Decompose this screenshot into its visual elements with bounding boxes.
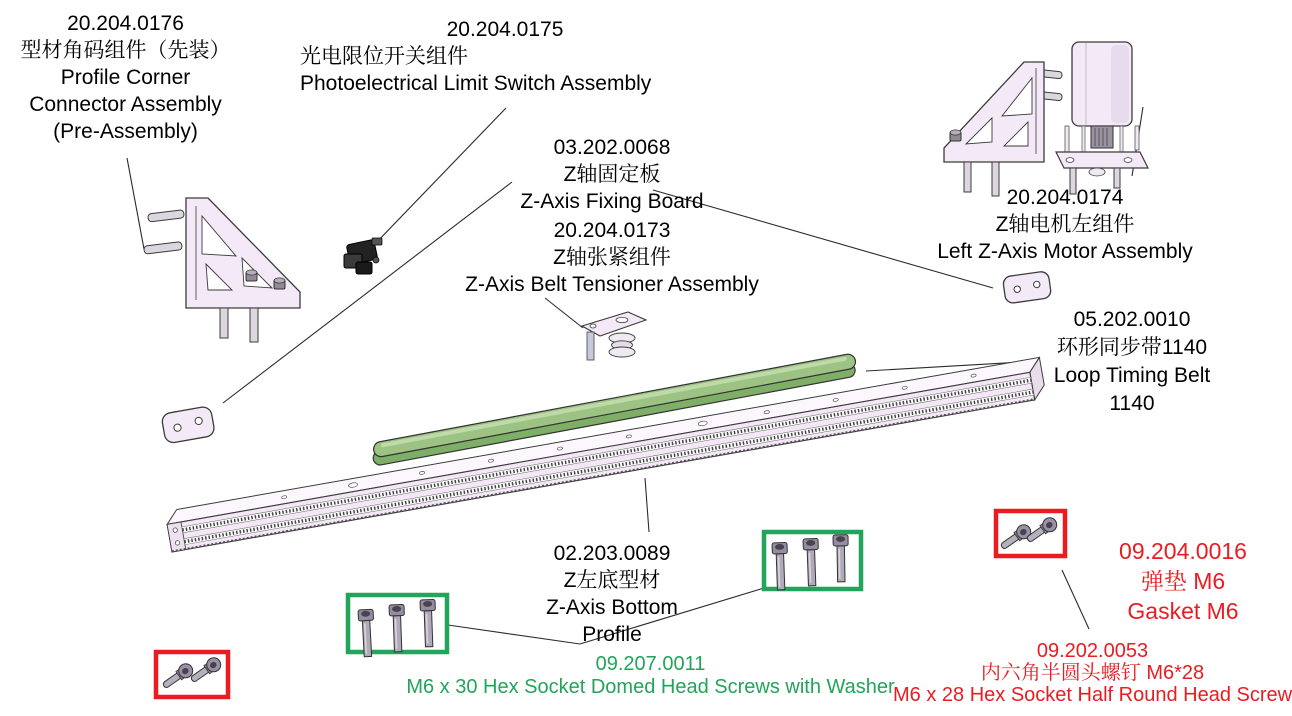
part-name-en: Loop Timing Belt (1053, 364, 1211, 387)
washer-screws-box-left (348, 595, 447, 657)
part-name-zh: Z左底型材 (563, 569, 661, 592)
fixing-board-left-drawing (161, 406, 215, 444)
part-name-en: Connector Assembly (29, 93, 222, 116)
bottom-profile-drawing (165, 357, 1047, 552)
corner-connector-drawing (144, 198, 300, 342)
label-bottom-profile (512, 540, 712, 648)
fixing-board-right-drawing (1002, 271, 1051, 304)
part-name-zh: Z轴电机左组件 (995, 213, 1135, 236)
label-belt-tensioner (440, 217, 784, 298)
part-code: 09.204.0016 (1119, 538, 1247, 564)
part-name-en: M6 x 30 Hex Socket Domed Head Screws with Washer (406, 676, 895, 698)
part-code: 20.204.0174 (1006, 186, 1124, 209)
part-name-zh: 弹垫 M6 (1140, 568, 1226, 594)
part-code: 09.202.0053 (1036, 640, 1149, 662)
part-name-en: Gasket M6 (1127, 598, 1239, 624)
part-code: 20.204.0176 (67, 12, 184, 35)
belt-tensioner-drawing (582, 312, 646, 360)
part-name-zh: 型材角码组件（先装） (20, 39, 231, 62)
red-screws-box-left (156, 652, 228, 697)
part-name-zh: Z轴张紧组件 (553, 246, 671, 269)
limit-switch-drawing (344, 238, 382, 274)
part-name-en: Profile (582, 623, 642, 646)
washer-screws-box-right (764, 532, 861, 590)
motor-bracket-drawing (944, 62, 1062, 196)
label-profile-corner-connector (8, 10, 243, 145)
motor-drawing (1056, 42, 1148, 194)
part-name-en: (Pre-Assembly) (53, 120, 198, 143)
part-code: 05.202.0010 (1073, 308, 1191, 331)
label-limit-switch (300, 16, 710, 97)
label-washer-screws (398, 653, 903, 699)
part-name-en: Photoelectrical Limit Switch Assembly (300, 72, 652, 95)
part-name-zh: 光电限位开关组件 (300, 45, 468, 68)
part-name-en: Profile Corner (60, 66, 191, 89)
label-timing-belt (1002, 306, 1262, 418)
label-round-head-screws (893, 640, 1292, 706)
label-motor-left (905, 184, 1225, 265)
part-code: 20.204.0173 (553, 219, 671, 242)
part-code: 02.203.0089 (553, 542, 671, 565)
part-code: 09.207.0011 (595, 653, 706, 675)
part-code: 03.202.0068 (553, 136, 671, 159)
part-name-zh: 环形同步带1140 (1056, 336, 1208, 359)
part-name-en: Z-Axis Bottom (546, 596, 678, 619)
red-screws-box-right (996, 511, 1065, 556)
part-name-zh: Z轴固定板 (563, 163, 661, 186)
part-name-en: 1140 (1109, 392, 1155, 415)
label-fixing-board (462, 134, 762, 215)
part-name-en: Left Z-Axis Motor Assembly (937, 240, 1193, 263)
part-name-en: Z-Axis Belt Tensioner Assembly (465, 273, 759, 296)
part-name-zh: 内六角半圆头螺钉 M6*28 (980, 662, 1205, 684)
part-code: 20.204.0175 (446, 18, 564, 41)
label-gasket (1078, 536, 1288, 626)
part-name-en: M6 x 28 Hex Socket Half Round Head Screw (893, 684, 1292, 706)
part-name-en: Z-Axis Fixing Board (520, 190, 704, 213)
